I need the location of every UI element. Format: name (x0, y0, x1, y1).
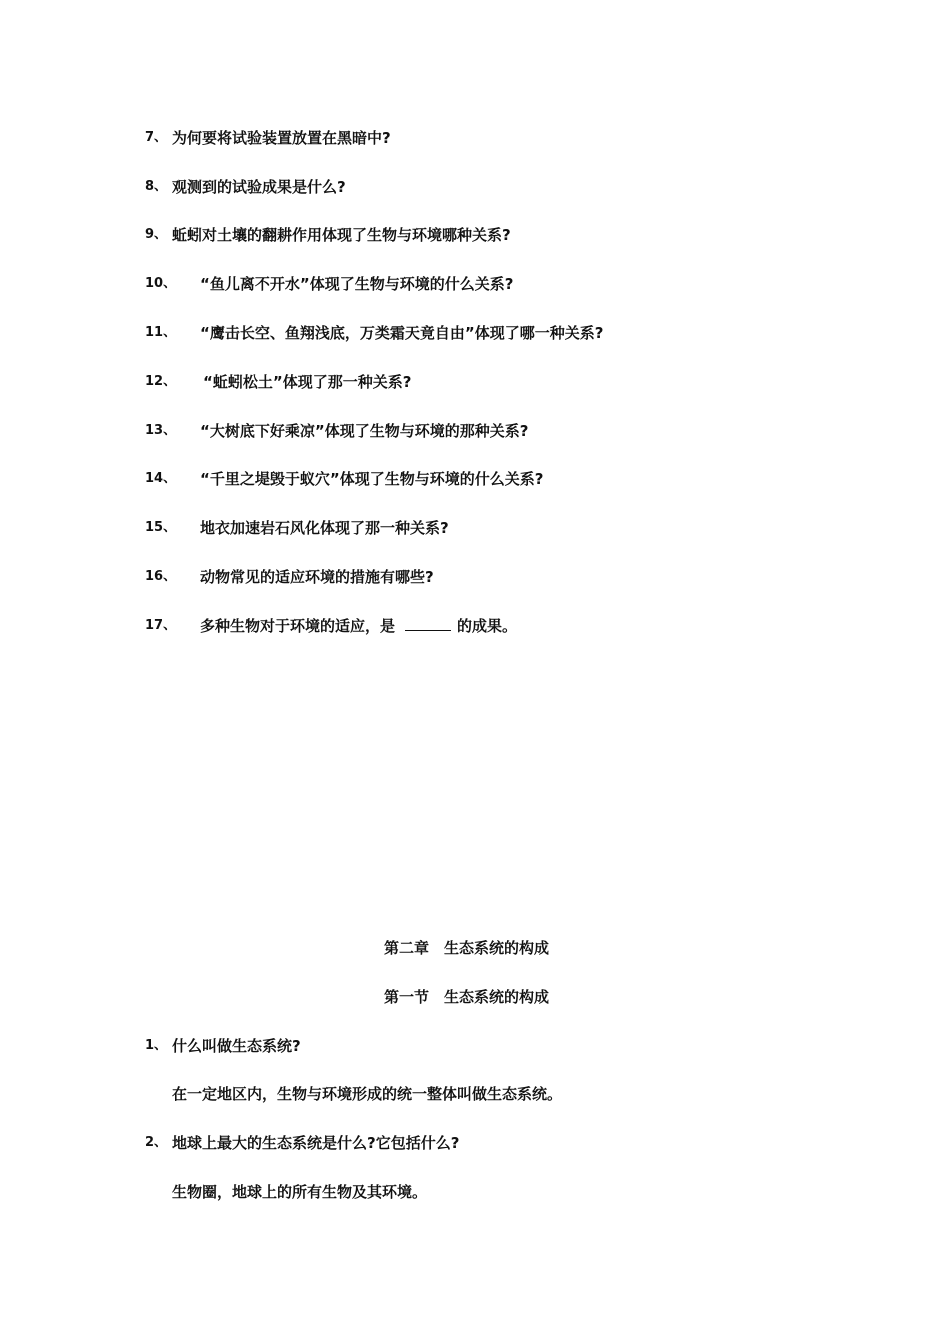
question-number: 14、 (145, 471, 177, 486)
question-number: 7、 (145, 130, 168, 145)
question-text: “蚯蚓松土”体现了那一种关系? (203, 373, 412, 391)
question-number: 2、 (145, 1135, 168, 1150)
chapter-title: 第二章 生态系统的构成 (384, 939, 550, 957)
question-number: 13、 (145, 423, 177, 438)
question-text: 为何要将试验装置放置在黑暗中? (172, 129, 391, 147)
question-number: 12、 (145, 374, 177, 389)
qa-answer-2: 生物圈，地球上的所有生物及其环境。 (172, 1183, 428, 1201)
question-number: 10、 (145, 276, 177, 291)
question-text: “鱼儿离不开水”体现了生物与环境的什么关系? (200, 275, 514, 293)
question-number: 1、 (145, 1038, 168, 1053)
question-text: 地球上最大的生态系统是什么?它包括什么? (172, 1134, 460, 1152)
question-number: 17、 (145, 618, 177, 633)
question-number: 9、 (145, 227, 168, 242)
question-text: 地衣加速岩石风化体现了那一种关系? (200, 519, 449, 537)
question-text: 什么叫做生态系统? (172, 1037, 301, 1055)
question-text (200, 615, 517, 637)
question-number: 16、 (145, 569, 177, 584)
fill-in-blank (405, 615, 451, 631)
question-text: “千里之堤毁于蚁穴”体现了生物与环境的什么关系? (200, 470, 544, 488)
question-number: 15、 (145, 520, 177, 535)
question-number: 8、 (145, 179, 168, 194)
question-text: 动物常见的适应环境的措施有哪些? (200, 568, 434, 586)
question-text-before: 多种生物对于环境的适应，是 (200, 617, 396, 635)
question-text: 蚯蚓对土壤的翻耕作用体现了生物与环境哪种关系? (172, 226, 511, 244)
question-text: 观测到的试验成果是什么? (172, 178, 346, 196)
question-number: 11、 (145, 325, 177, 340)
section-title: 第一节 生态系统的构成 (384, 988, 550, 1006)
question-text: “鹰击长空、鱼翔浅底，万类霜天竟自由”体现了哪一种关系? (200, 324, 604, 342)
question-text: “大树底下好乘凉”体现了生物与环境的那种关系? (200, 422, 529, 440)
qa-answer-1: 在一定地区内，生物与环境形成的统一整体叫做生态系统。 (172, 1085, 563, 1103)
question-text-after: 的成果。 (457, 617, 518, 635)
